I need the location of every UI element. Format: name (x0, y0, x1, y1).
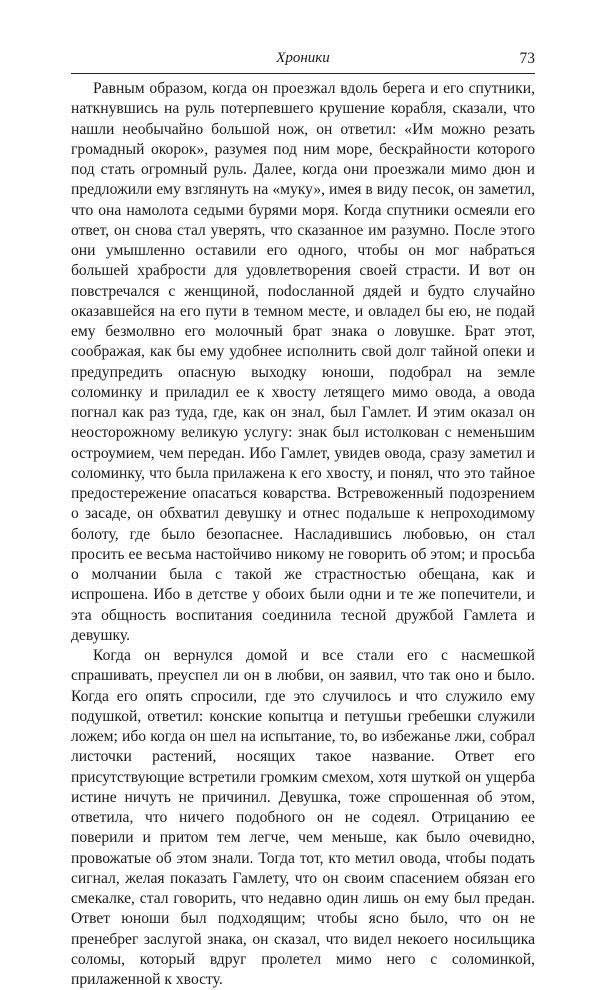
paragraph-1: Равным образом, когда он проезжал вдоль берега и его спутники, наткнувшись на руль потерпевшего крушение корабля, сказали, что нашли необычайно большой нож, он ответил: «Им можно резать громадный окорок», разумея под ним море, бескрайности которого под стать огромный руль. Далее, когда они проезжали мимо дюн и предложили ему взглянуть на «муку», имея в виду песок, он заметил, что она намолота седыми бурями моря. Когда спутники осмеяли его ответ, он снова стал уверять, что сказанное им разумно. После этого они умышленно оставили его одного, чтобы он мог набраться большей храбрости для удовлетворения своей страсти. И вот он повстречался с женщиной, поdосланной дядей и будто случайно оказавшейся на его пути в темном месте, и овладел бы ею, не подай ему безмолвно его молочный брат знака о ловушке. Брат этот, соображая, как бы ему удобнее исполнить свой долг тайной опеки и предупредить опасную выходку юноши, подобрал на земле соломинку и приладил ее к хвосту летящего мимо овода, а овода погнал как раз туда, где, как он знал, был Гамлет. И этим оказал он неосторожному великую услугу: знак был истолкован с неменьшим остроумием, чем передан. Ибо Гамлет, увидев овода, сразу заметил и соломинку, что была прилажена к его хвосту, и понял, что это тайное предостережение опасаться коварства. Встревоженный подозрением о засаде, он обхватил девушку и отнес подальше к непроходимому болоту, где было безопаснее. Насладившись любовью, он стал просить ее весьма настойчиво никому не говорить об этом; и просьба о молчании была с такой же страстностью обещана, как и испрошена. Ибо в детстве у обоих были одни и те же попечители, и эта общность воспитания соединила тесной дружбой Гамлета и девушку. (71, 80, 535, 644)
running-header (71, 49, 535, 74)
running-title: Хроники (276, 50, 330, 66)
page-number: 73 (519, 50, 535, 67)
body-text (71, 79, 535, 990)
paragraph-2: Когда он вернулся домой и все стали его с насмешкой спрашивать, преуспел ли он в любви, он заявил, что так оно и было. Когда его опять спросили, где это случилось и что служило ему подушкой, ответил: конские копытца и петушьи гребешки служили ложем; ибо когда он шел на испытание, то, во избежанье лжи, собрал листочки растений, носящих такое название. Ответ его присутствующие встретили громким смехом, хотя шуткой он ущерба истине ничуть не причинил. Девушка, тоже спрошенная об этом, ответила, что ничего подобного он не содеял. Отрицанию ее поверили и притом тем легче, чем меньше, как было очевидно, провожатые об этом знали. Тогда тот, кто метил овода, чтобы подать сигнал, желая показать Гамлету, что он своим спасением обязан его смекалке, стал говорить, что недавно один лишь он ему был предан. Ответ юноши был подходящим; чтобы ясно было, что он не пренебрег заслугой знака, он сказал, что видел некоего носильщика соломы, который вдруг пролетел мимо него с соломинкой, прилаженной к хвосту. (71, 647, 535, 988)
